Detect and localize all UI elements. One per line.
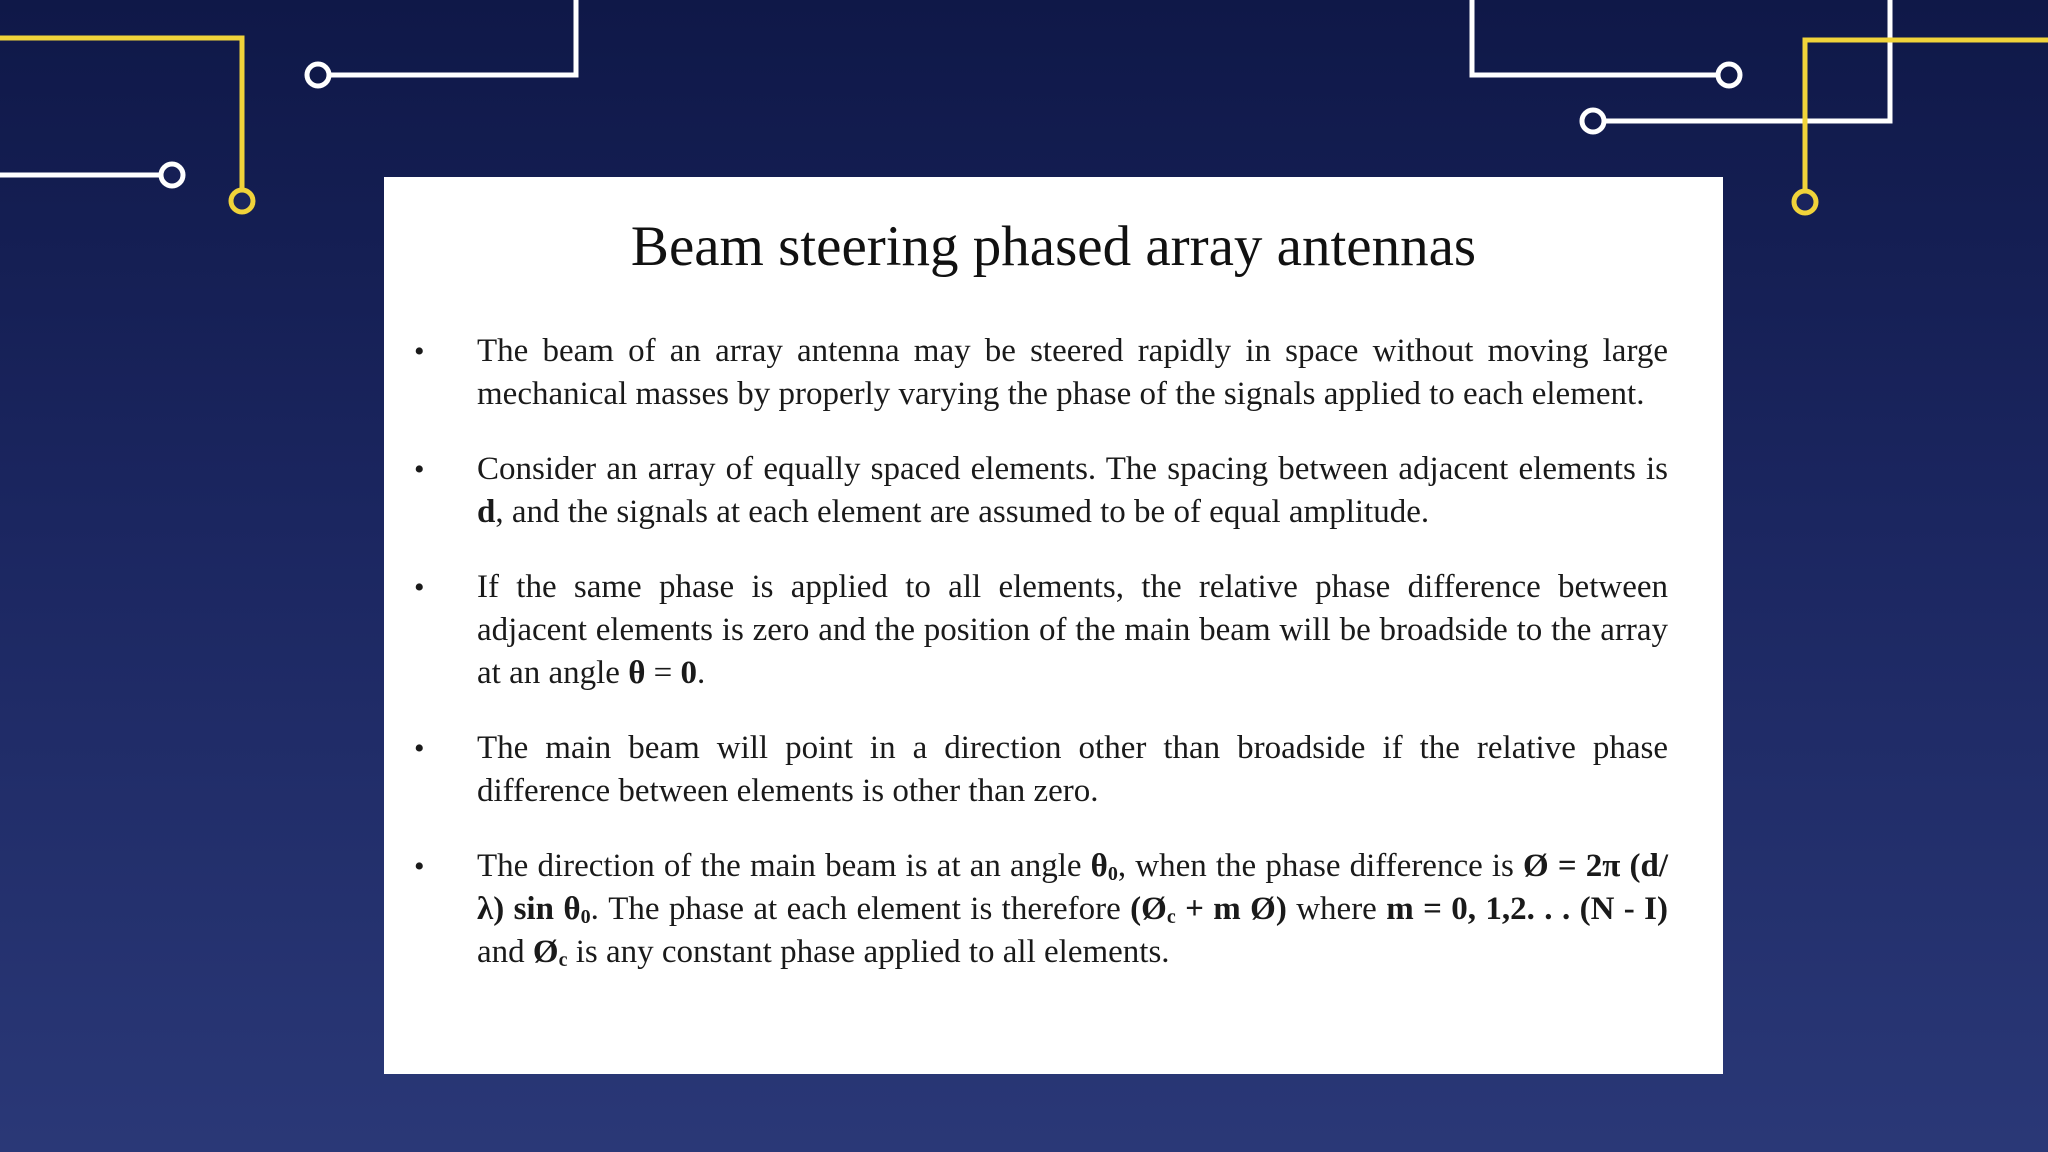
circuit-trace-yellow-left [0, 38, 242, 190]
zero-value: 0 [680, 655, 698, 691]
bullet-5-text-e: and [477, 934, 533, 970]
bullet-3-text-b: . [697, 655, 706, 691]
bullet-5-text-b: , when the phase difference is [1117, 848, 1524, 884]
bullet-1-text: The beam of an array antenna may be steered rapidly in space without moving large mechanical masses by properly varying the phase of the signals applied to each element. [477, 333, 1668, 412]
bullet-5-text-d: where [1286, 891, 1387, 927]
bullet-4-text: The main beam will point in a direction other than broadside if the relative phase difference between elements is other than zero. [477, 730, 1668, 809]
circuit-node-white-left-bottom [161, 164, 183, 186]
constant-phase-symbol: Ø [532, 934, 559, 970]
slide-title: Beam steering phased array antennas [630, 215, 1477, 278]
bullet-dot: • [414, 732, 425, 765]
theta0-subscript: 0 [1107, 863, 1118, 885]
theta0-symbol: θ [1090, 848, 1108, 884]
constant-phase-subscript: c [558, 949, 568, 971]
circuit-node-white-left-top [307, 64, 329, 86]
bullet-5-text-f: is any constant phase applied to all elements. [567, 934, 1170, 970]
bullet-dot: • [414, 571, 425, 604]
phase-difference-formula: Ø = 2π (d/λ) sin θ [477, 848, 1669, 927]
bullet-item-2 [414, 448, 1668, 534]
circuit-node-yellow-left [231, 190, 253, 212]
element-phase-close: + m Ø) [1175, 891, 1287, 927]
circuit-node-white-right-bottom [1582, 110, 1604, 132]
m-range: m = 0, 1,2. . . (N - I) [1386, 891, 1668, 927]
spacing-symbol-d: d [477, 494, 496, 530]
circuit-trace-white-right-top [1472, 0, 1718, 75]
bullet-dot: • [414, 335, 425, 368]
formula-subscript: 0 [580, 906, 591, 928]
bullet-5-text-c: . The phase at each element is therefore [590, 891, 1131, 927]
circuit-trace-white-right-bottom [1604, 0, 1890, 121]
circuit-trace-white-left-top [327, 0, 576, 75]
bullet-3-text-a: If the same phase is applied to all elements, the relative phase difference between adjacent elements is zero and the position of the main beam will be broadside to the array at an angle [477, 569, 1668, 691]
bullet-dot: • [414, 850, 425, 883]
element-phase-open: (Ø [1130, 891, 1167, 927]
bullet-5-text-a: The direction of the main beam is at an angle [477, 848, 1091, 884]
bullet-item-4 [414, 727, 1668, 813]
bullet-list [414, 330, 1668, 1006]
bullet-dot: • [414, 453, 425, 486]
circuit-node-yellow-right [1794, 191, 1816, 213]
bullet-2-text-a: Consider an array of equally spaced elements. The spacing between adjacent elements is [477, 451, 1668, 487]
bullet-item-3 [414, 566, 1668, 695]
bullet-item-5 [414, 845, 1668, 974]
circuit-trace-yellow-right [1805, 40, 2048, 191]
bullet-item-1 [414, 330, 1668, 416]
theta-symbol: θ [628, 655, 646, 691]
equals-sign: = [645, 655, 681, 691]
slide-content-card [384, 177, 1723, 1074]
phase-c-subscript: c [1166, 906, 1176, 928]
bullet-2-text-b: , and the signals at each element are assumed to be of equal amplitude. [495, 494, 1430, 530]
circuit-node-white-right-top [1718, 64, 1740, 86]
